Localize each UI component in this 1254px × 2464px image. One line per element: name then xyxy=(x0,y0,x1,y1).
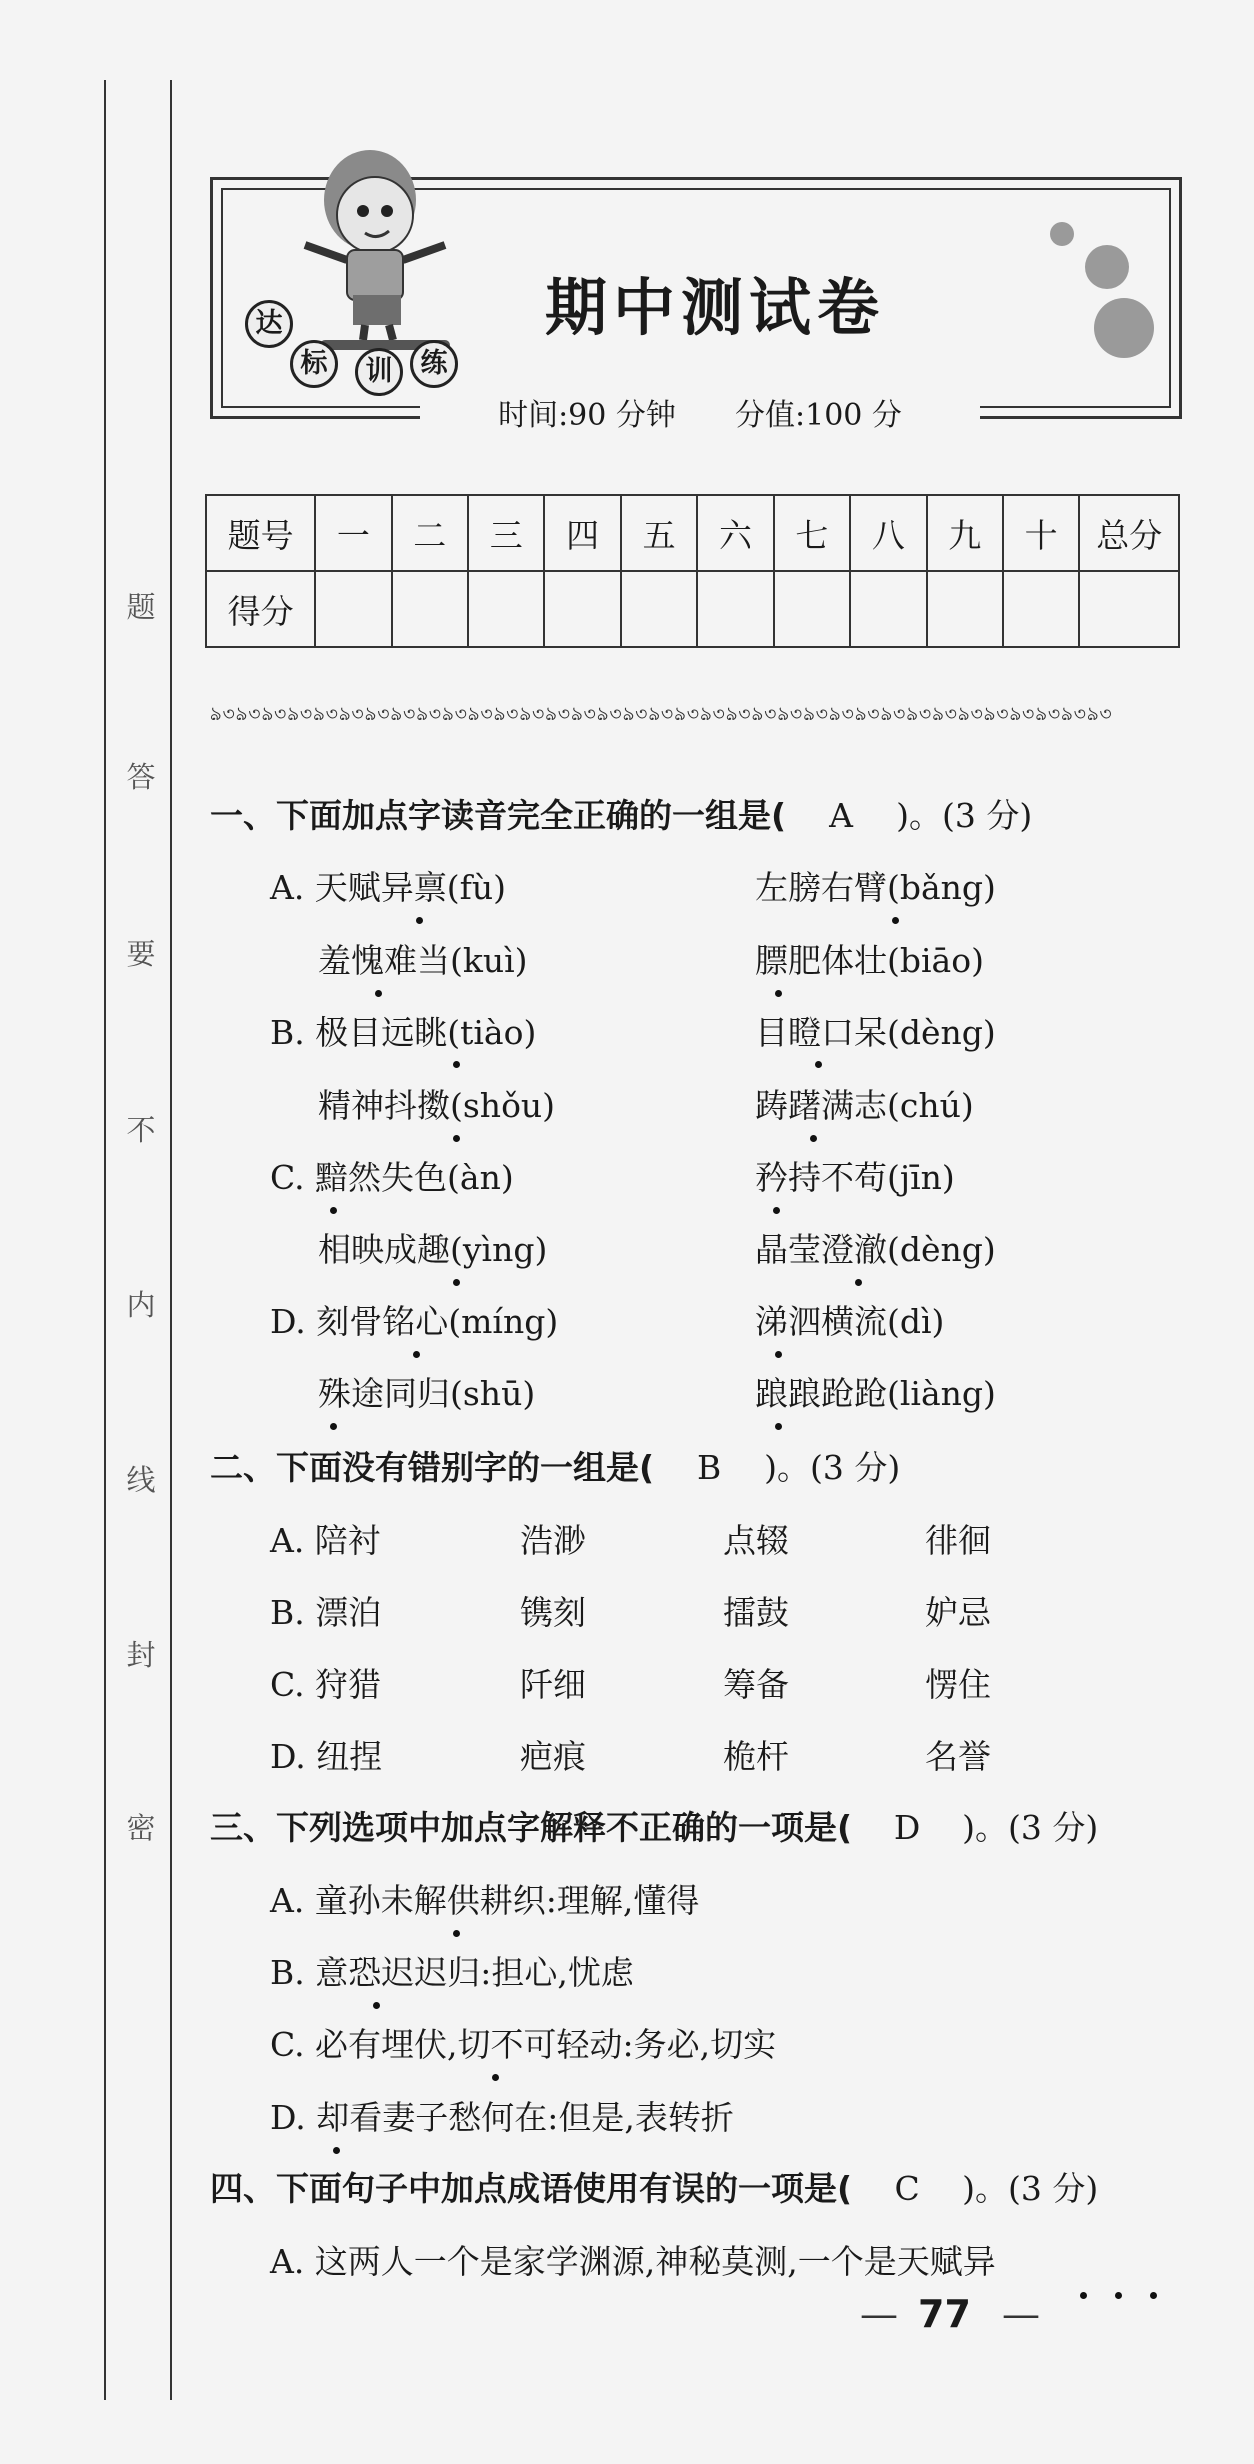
margin-char: 封 xyxy=(126,1638,156,1672)
ornamental-divider: ঌ৩ঌ৩ঌ৩ঌ৩ঌ৩ঌ৩ঌ৩ঌ৩ঌ৩ঌ৩ঌ৩ঌ৩ঌ৩ঌ৩ঌ৩ঌ৩ঌ৩ঌ৩ঌ৩ঌ৩ঌ৩ঌ৩ঌ৩ঌ৩ঌ৩ঌ৩ঌ৩ঌ৩ঌ৩ঌ৩ঌ৩ঌ৩ঌ৩ঌ৩ঌ৩ xyxy=(210,703,1113,724)
emphasis-dot xyxy=(1115,2292,1122,2299)
table-cell: 总分 xyxy=(1079,495,1179,571)
emphasis-dot xyxy=(373,2002,380,2009)
emphasis-dot xyxy=(413,1351,420,1358)
option-right: 晶莹澄澈(dèng) xyxy=(755,1230,996,1269)
table-cell: 四 xyxy=(544,495,620,571)
page-title: 期中测试卷 xyxy=(545,271,886,344)
option-left: D. 刻骨铭心(míng) xyxy=(270,1302,559,1341)
emphasis-dot xyxy=(492,2074,499,2081)
emphasis-dot xyxy=(1080,2292,1087,2299)
question-points: )。(3 分) xyxy=(962,2169,1099,2208)
score-table-score-row xyxy=(206,571,1179,647)
table-cell: 五 xyxy=(621,495,697,571)
emphasis-dot xyxy=(416,917,423,924)
option-item: 桅杆 xyxy=(723,1737,789,1776)
emphasis-dot xyxy=(810,1135,817,1142)
question-3 xyxy=(210,1802,1098,1849)
option-item: 阡细 xyxy=(520,1665,586,1704)
page-number-dash-left: — xyxy=(860,2292,898,2336)
emphasis-dot xyxy=(453,1279,460,1286)
table-cell: 得分 xyxy=(206,571,315,647)
decor-circle-large xyxy=(1094,298,1154,358)
emphasis-dot xyxy=(775,990,782,997)
option-item: B. 意恐迟迟归:担心,忧虑 xyxy=(270,1953,634,1992)
option-item: 妒忌 xyxy=(925,1593,991,1632)
badge-biao: 标 xyxy=(290,340,338,388)
emphasis-dot xyxy=(892,917,899,924)
decor-circle-small xyxy=(1050,222,1074,246)
emphasis-dot xyxy=(330,1207,337,1214)
score-cell xyxy=(621,571,697,647)
table-cell: 六 xyxy=(697,495,773,571)
mascot-illustration xyxy=(285,145,465,360)
table-cell: 二 xyxy=(392,495,468,571)
emphasis-dot xyxy=(815,1061,822,1068)
option-right: 涕泗横流(dì) xyxy=(755,1302,945,1341)
exam-info xyxy=(420,393,980,439)
option-left: A. 天赋异禀(fù) xyxy=(270,868,507,907)
margin-line-left xyxy=(104,80,106,2400)
option-right: 踉踉跄跄(liàng) xyxy=(755,1374,996,1413)
option-item: A. 这两人一个是家学渊源,神秘莫测,一个是天赋异 xyxy=(270,2242,996,2281)
question-points: )。(3 分) xyxy=(962,1808,1099,1847)
question-text: 二、下面没有错别字的一组是( xyxy=(210,1448,655,1487)
option-item: D. 却看妻子愁何在:但是,表转折 xyxy=(270,2098,734,2137)
question-points: )。(3 分) xyxy=(896,796,1033,835)
score-cell xyxy=(774,571,850,647)
question-answer: C xyxy=(894,2169,920,2208)
page-number: 77 xyxy=(918,2292,971,2336)
score-cell xyxy=(1003,571,1079,647)
option-right: 膘肥体壮(biāo) xyxy=(755,941,984,980)
option-left: B. 极目远眺(tiào) xyxy=(270,1013,537,1052)
badge-xun: 训 xyxy=(355,348,403,396)
option-right: 左膀右臂(bǎng) xyxy=(755,868,996,907)
table-cell: 一 xyxy=(315,495,391,571)
option-item: 徘徊 xyxy=(925,1521,991,1560)
badge-da: 达 xyxy=(245,300,293,348)
score-cell xyxy=(927,571,1003,647)
time-label: 时间:90 分钟 xyxy=(498,398,676,433)
table-cell: 七 xyxy=(774,495,850,571)
question-answer: A xyxy=(829,796,854,835)
option-item: C. 狩猎 xyxy=(270,1665,382,1704)
option-left: 殊途同归(shū) xyxy=(318,1374,536,1413)
option-item: D. 纽捏 xyxy=(270,1737,383,1776)
emphasis-dot xyxy=(333,2147,340,2154)
option-item: A. 童孙未解供耕织:理解,懂得 xyxy=(270,1881,700,1920)
question-text: 一、下面加点字读音完全正确的一组是( xyxy=(210,796,787,835)
option-item: 浩渺 xyxy=(520,1521,586,1560)
question-4 xyxy=(210,2163,1098,2210)
option-right: 踌躇满志(chú) xyxy=(755,1086,974,1125)
option-left: 羞愧难当(kuì) xyxy=(318,941,528,980)
margin-char: 线 xyxy=(126,1463,156,1497)
decor-circle-medium xyxy=(1085,245,1129,289)
score-cell xyxy=(697,571,773,647)
option-item: 疤痕 xyxy=(520,1737,586,1776)
score-cell xyxy=(544,571,620,647)
question-2 xyxy=(210,1442,900,1489)
option-item: 擂鼓 xyxy=(723,1593,789,1632)
emphasis-dot xyxy=(330,1423,337,1430)
emphasis-dot xyxy=(855,1279,862,1286)
score-table-header-row xyxy=(206,495,1179,571)
option-left: 相映成趣(yìng) xyxy=(318,1230,548,1269)
score-cell xyxy=(468,571,544,647)
table-cell: 题号 xyxy=(206,495,315,571)
margin-line-right xyxy=(170,80,172,2400)
score-cell xyxy=(1079,571,1179,647)
option-item: B. 漂泊 xyxy=(270,1593,382,1632)
table-cell: 八 xyxy=(850,495,926,571)
option-item: 筹备 xyxy=(723,1665,789,1704)
margin-char: 答 xyxy=(126,760,156,794)
question-answer: B xyxy=(696,1448,722,1487)
table-cell: 三 xyxy=(468,495,544,571)
option-left: 精神抖擞(shǒu) xyxy=(318,1086,556,1125)
badge-lian: 练 xyxy=(410,340,458,388)
emphasis-dot xyxy=(453,1930,460,1937)
score-cell xyxy=(315,571,391,647)
emphasis-dot xyxy=(775,1351,782,1358)
margin-char: 题 xyxy=(126,590,156,624)
margin-char: 密 xyxy=(126,1811,156,1845)
margin-char: 内 xyxy=(126,1288,156,1322)
emphasis-dot xyxy=(1150,2292,1157,2299)
option-item: 点辍 xyxy=(723,1521,789,1560)
option-item: A. 陪衬 xyxy=(270,1521,381,1560)
question-points: )。(3 分) xyxy=(764,1448,901,1487)
table-cell: 九 xyxy=(927,495,1003,571)
option-left: C. 黯然失色(àn) xyxy=(270,1158,514,1197)
option-item: 镌刻 xyxy=(520,1593,586,1632)
option-item: 名誉 xyxy=(925,1737,991,1776)
table-cell: 十 xyxy=(1003,495,1079,571)
option-item: 愣住 xyxy=(925,1665,991,1704)
question-text: 三、下列选项中加点字解释不正确的一项是( xyxy=(210,1808,853,1847)
option-right: 矜持不苟(jīn) xyxy=(755,1158,955,1197)
question-text: 四、下面句子中加点成语使用有误的一项是( xyxy=(210,2169,853,2208)
score-cell xyxy=(850,571,926,647)
emphasis-dot xyxy=(775,1423,782,1430)
emphasis-dot xyxy=(453,1135,460,1142)
option-item: C. 必有埋伏,切不可轻动:务必,切实 xyxy=(270,2025,777,2064)
margin-char: 要 xyxy=(126,937,156,971)
option-right: 目瞪口呆(dèng) xyxy=(755,1013,996,1052)
score-cell xyxy=(392,571,468,647)
emphasis-dot xyxy=(453,1061,460,1068)
question-1 xyxy=(210,790,1032,837)
emphasis-dot xyxy=(773,1207,780,1214)
score-table xyxy=(205,494,1180,648)
emphasis-dot xyxy=(375,990,382,997)
margin-char: 不 xyxy=(126,1113,156,1147)
page-number-dash-right: — xyxy=(1002,2292,1040,2336)
score-label: 分值:100 分 xyxy=(735,398,902,433)
question-answer: D xyxy=(893,1808,921,1847)
